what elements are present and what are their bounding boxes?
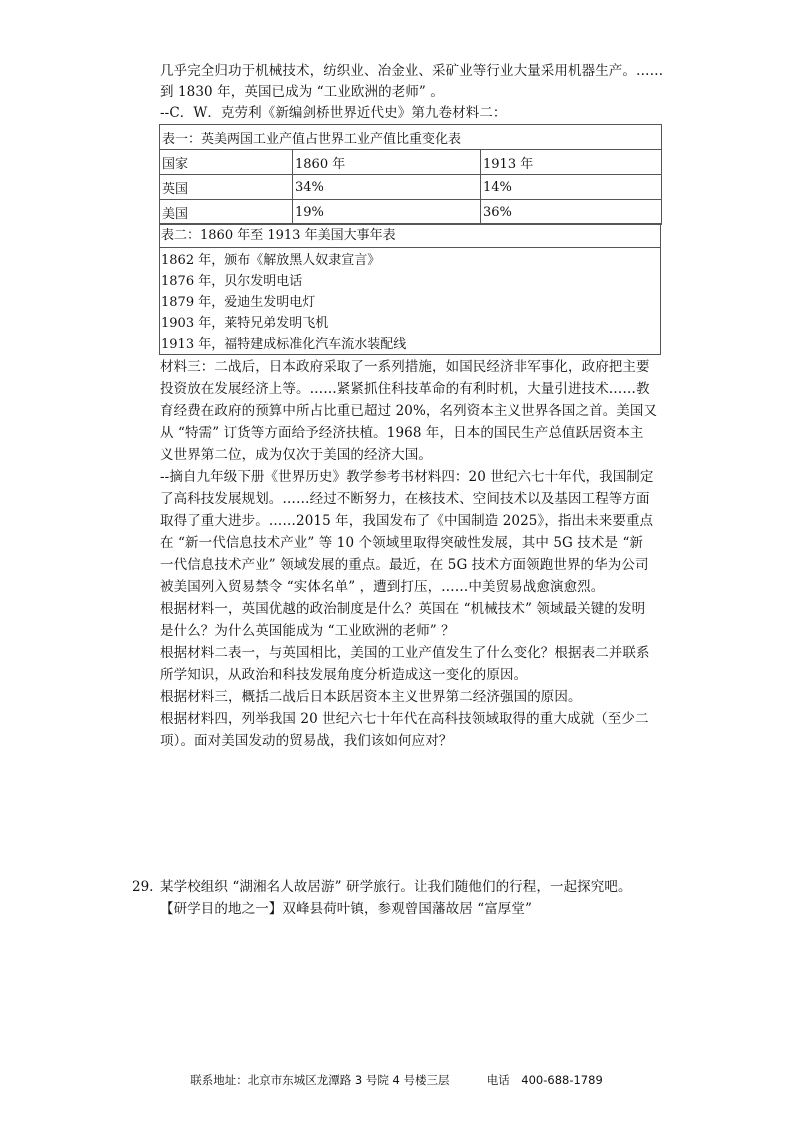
- question-number: 29.: [132, 879, 154, 895]
- table-header-cell: 1860 年: [293, 150, 481, 175]
- text-line: 从 “特需” 订货等方面给予经济扶植。1968 年，日本的国民生产总值跃居资本主: [160, 425, 644, 441]
- text-line: 取得了重大进步。……2015 年，我国发布了《中国制造 2025》，指出未来要重点: [160, 513, 654, 529]
- text-line: 材料三：二战后，日本政府采取了一系列措施，如国民经济非军事化，政府把主要: [160, 359, 650, 375]
- text-line: 了高科技发展规划。……经过不断努力，在核技术、空间技术以及基因工程等方面: [160, 491, 650, 507]
- table-cell: 英国: [160, 175, 293, 200]
- footer-phone: 电话 400-688-1789: [486, 1073, 603, 1087]
- page-footer: [0, 1072, 793, 1088]
- table-header-cell: 国家: [160, 150, 293, 175]
- question-text: 某学校组织 “湖湘名人故居游” 研学旅行。让我们随他们的行程，一起探究吧。: [160, 879, 632, 895]
- text-line: 根据材料三，概括二战后日本跃居资本主义世界第二经济强国的原因。: [160, 689, 582, 705]
- text-line: 项）。面对美国发动的贸易战，我们该如何应对？: [160, 733, 453, 749]
- table-row: [160, 200, 662, 225]
- event-item: 1903 年，莱特兄弟发明飞机: [161, 316, 329, 331]
- events-table: [159, 247, 661, 355]
- event-item: 1862 年，颁布《解放黑人奴隶宣言》: [161, 253, 381, 268]
- text-line: 根据材料二表一，与英国相比，美国的工业产值发生了什么变化？根据表二并联系: [160, 645, 650, 661]
- text-line: 在 “新一代信息技术产业” 等 10 个领域里取得突破性发展，其中 5G 技术是 “新: [160, 535, 644, 551]
- table-cell: 14%: [481, 175, 662, 200]
- table-header-cell: 1913 年: [481, 150, 662, 175]
- text-line: 根据材料四，列举我国 20 世纪六七十年代在高科技领域取得的重大成就（至少二: [160, 711, 649, 727]
- text-line: --摘自九年级下册《世界历史》教学参考书材料四：20 世纪六七十年代，我国制定: [160, 469, 654, 485]
- table-row: [160, 175, 662, 200]
- text-line: 义世界第二位，成为仅次于美国的经济大国。: [160, 447, 432, 463]
- text-line: 几乎完全归功于机械技术，纺织业、冶金业、采矿业等行业大量采用机器生产。……: [160, 63, 664, 79]
- table-cell: 19%: [293, 200, 481, 225]
- text-line: 被美国列入贸易禁令 “实体名单” ，遭到打压，……中美贸易战愈演愈烈。: [160, 579, 605, 595]
- table-cell: 36%: [481, 200, 662, 225]
- table-caption: 表一：英美两国工业产值占世界工业产值比重变化表: [160, 125, 662, 150]
- table-cell: 34%: [293, 175, 481, 200]
- event-item: 1913 年，福特建成标准化汽车流水装配线: [161, 337, 407, 352]
- text-line: 根据材料一，英国优越的政治制度是什么？英国在 “机械技术” 领域最关键的发明: [160, 601, 646, 617]
- question-text: 【研学目的地之一】双峰县荷叶镇，参观曾国藩故居 “富厚堂”: [160, 901, 532, 917]
- text-line: 是什么？为什么英国能成为 “工业欧洲的老师” ？: [160, 623, 455, 639]
- event-item: 1879 年，爱迪生发明电灯: [161, 295, 316, 310]
- text-line: 所学知识，从政治和科技发展角度分析造成这一变化的原因。: [160, 667, 528, 683]
- table-cell: 美国: [160, 200, 293, 225]
- table-caption: 表二：1860 年至 1913 年美国大事年表: [161, 228, 396, 243]
- events-table-caption-box: [159, 223, 661, 248]
- event-item: 1876 年，贝尔发明电话: [161, 274, 303, 289]
- text-line: 到 1830 年，英国已成为 “工业欧洲的老师” 。: [160, 84, 444, 100]
- text-line: 投资放在发展经济上等。……紧紧抓住科技革命的有利时机，大量引进技术……教: [160, 381, 650, 397]
- text-line: 育经费在政府的预算中所占比重已超过 20%，名列资本主义世界各国之首。美国又: [160, 403, 658, 419]
- text-line: --C．W．克劳利《新编剑桥世界近代史》第九卷材料二：: [160, 105, 507, 121]
- footer-address: 联系地址：北京市东城区龙潭路 3 号院 4 号楼三层: [190, 1073, 450, 1087]
- table-header-row: [160, 150, 662, 175]
- industry-share-table: [159, 124, 662, 225]
- text-line: 一代信息技术产业” 领域发展的重点。最近，在 5G 技术方面领跑世界的华为公司: [160, 557, 649, 573]
